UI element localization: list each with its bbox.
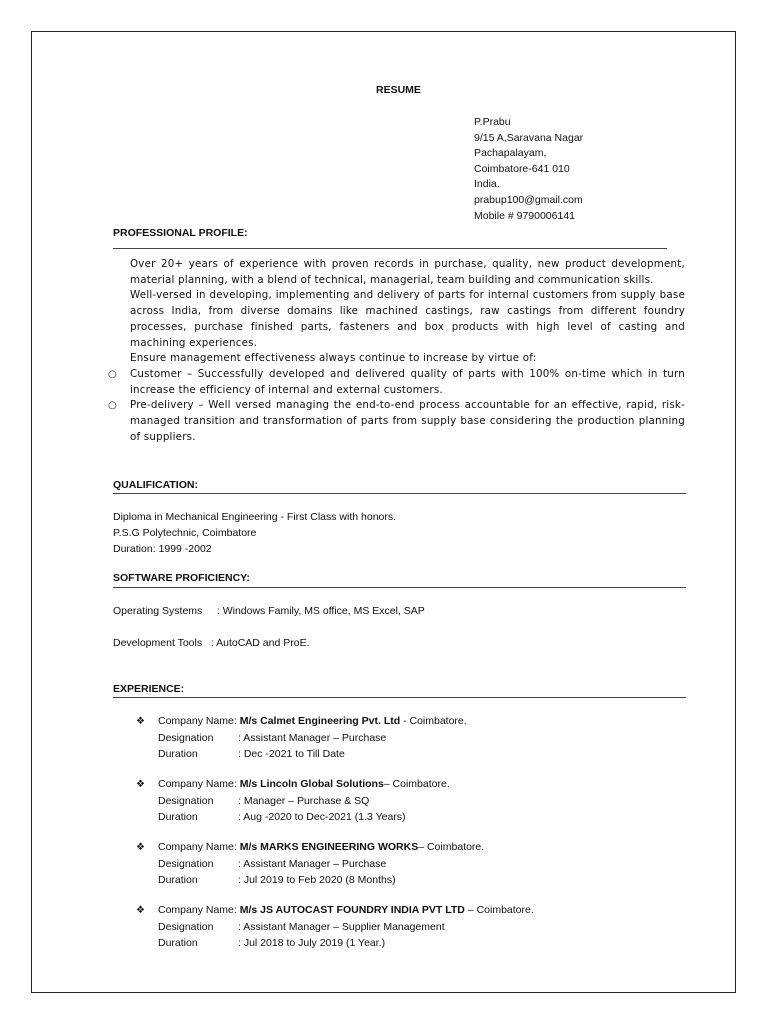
section-divider [113, 493, 686, 494]
company-label: Company Name: [158, 715, 240, 727]
circle-bullet-icon: ○ [108, 368, 117, 380]
profile-paragraph: Ensure management effectiveness always continue to increase by virtue of: [130, 352, 537, 365]
diamond-bullet-icon: ❖ [136, 779, 145, 790]
company-name: M/s MARKS ENGINEERING WORKS [239, 841, 419, 853]
contact-mobile: Mobile # 9790006141 [474, 209, 576, 222]
company-label: Company Name: [158, 904, 240, 916]
company-location: – Coimbatore. [418, 841, 485, 853]
profile-bullet-text: Pre-delivery – Well versed managing the end-to-end process accountable for an effective, rapid, risk-managed transition and transformation of parts from supply base considering the production planning of suppliers. [130, 399, 685, 443]
duration-value: : Jul 2018 to July 2019 (1 Year.) [238, 937, 386, 949]
qualification-line: Duration: 1999 -2002 [113, 542, 212, 555]
designation-value: : Manager – Purchase & SQ [238, 795, 370, 807]
company-name: M/s JS AUTOCAST FOUNDRY INDIA PVT LTD [239, 904, 465, 916]
section-divider [113, 697, 686, 698]
contact-email[interactable]: prabup100@gmail.com [474, 193, 583, 206]
designation-value: : Assistant Manager – Purchase [238, 732, 387, 744]
designation-value: : Assistant Manager – Purchase [238, 858, 387, 870]
circle-bullet-icon: ○ [108, 400, 117, 412]
company-location: – Coimbatore. [383, 778, 450, 790]
diamond-bullet-icon: ❖ [136, 842, 145, 853]
profile-paragraph: Over 20+ years of experience with proven records in purchase, quality, new product development, material planning, with a blend of technical, managerial, team building and communication skills. [130, 258, 685, 286]
section-heading-qualification: QUALIFICATION: [113, 479, 198, 491]
profile-text [108, 257, 685, 445]
section-divider [113, 248, 667, 249]
section-heading-experience: EXPERIENCE: [113, 683, 185, 695]
profile-bullet [108, 367, 685, 398]
duration-label: Duration [158, 748, 198, 760]
qualification-line: P.S.G Polytechnic, Coimbatore [113, 526, 257, 539]
company-name: M/s Calmet Engineering Pvt. Ltd [239, 715, 401, 727]
company-label: Company Name: [158, 778, 240, 790]
duration-label: Duration [158, 874, 198, 886]
company-name: M/s Lincoln Global Solutions [239, 778, 384, 790]
section-heading-software: SOFTWARE PROFICIENCY: [113, 572, 250, 584]
section-divider [113, 587, 686, 588]
duration-value: : Jul 2019 to Feb 2020 (8 Months) [238, 874, 396, 886]
contact-address-line: Pachapalayam, [474, 147, 547, 160]
contact-city: Coimbatore-641 010 [474, 162, 570, 175]
company-location: - Coimbatore. [400, 715, 467, 727]
contact-name: P.Prabu [474, 116, 511, 128]
contact-country: India. [474, 178, 500, 191]
experience-entry [136, 776, 450, 825]
designation-label: Designation [158, 795, 214, 807]
diamond-bullet-icon: ❖ [136, 716, 145, 727]
company-label: Company Name: [158, 841, 240, 853]
qualification-line: Diploma in Mechanical Engineering - First Class with honors. [113, 511, 397, 523]
experience-entry [136, 902, 534, 951]
profile-bullet [108, 398, 685, 445]
software-os: Operating Systems : Windows Family, MS office, MS Excel, SAP [113, 605, 425, 617]
experience-entry [136, 839, 484, 888]
profile-paragraph: Well-versed in developing, implementing and delivery of parts for internal customers from supply base across India, from diverse domains like machined castings, raw castings from different foundry processes, purchase finished parts, fasteners and box products with high level of casting and machining experiences. [130, 289, 685, 349]
duration-value: : Aug -2020 to Dec-2021 (1.3 Years) [238, 811, 406, 823]
duration-value: : Dec -2021 to Till Date [238, 748, 345, 760]
contact-address-line: 9/15 A,Saravana Nagar [474, 131, 584, 144]
qualification-block [113, 510, 396, 557]
designation-label: Designation [158, 921, 214, 933]
software-tools: Development Tools : AutoCAD and ProE. [113, 637, 310, 649]
designation-label: Designation [158, 732, 214, 744]
experience-entry [136, 713, 467, 762]
company-location: – Coimbatore. [464, 904, 534, 916]
designation-value: : Assistant Manager – Supplier Management [238, 921, 445, 933]
diamond-bullet-icon: ❖ [136, 905, 145, 916]
contact-block [474, 115, 583, 224]
profile-bullet-text: Customer – Successfully developed and delivered quality of parts with 100% on-time which in turn increase the efficiency of internal and external customers. [130, 367, 685, 396]
duration-label: Duration [158, 937, 198, 949]
duration-label: Duration [158, 811, 198, 823]
document-title: RESUME [376, 84, 421, 96]
section-heading-profile: PROFESSIONAL PROFILE: [113, 227, 248, 239]
designation-label: Designation [158, 858, 214, 870]
